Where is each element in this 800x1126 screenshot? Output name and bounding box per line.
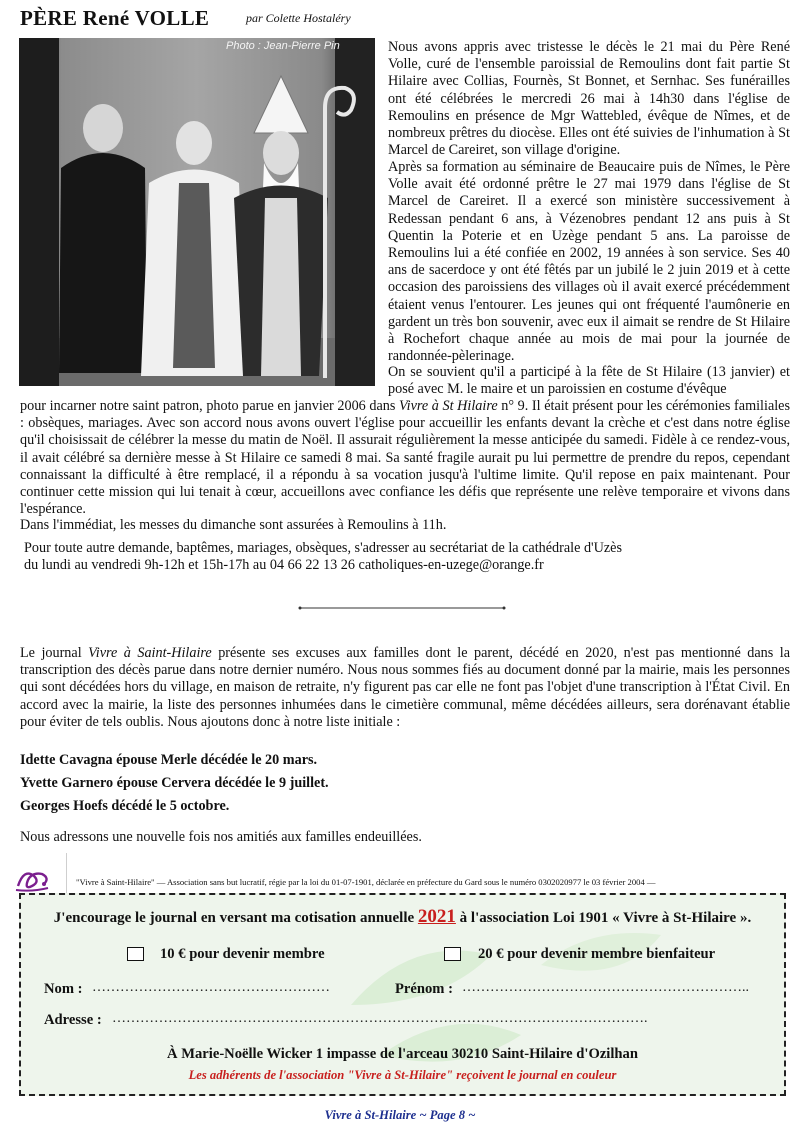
death-entry: Idette Cavagna épouse Merle décédée le 20 mars. — [20, 752, 318, 768]
nom-field[interactable]: …………………………………………… — [92, 980, 330, 995]
margin-rule — [66, 853, 67, 893]
paragraph-text: Le journal — [20, 645, 82, 661]
erratum-paragraph — [20, 645, 790, 731]
member-note: Les adhérents de l'association "Vivre à St-Hilaire" reçoivent le journal en couleur — [188, 1068, 617, 1082]
form-title-text: J'encourage le journal en versant ma cotisation annuelle — [53, 910, 415, 926]
journal-name: Vivre à Saint-Hilaire — [88, 645, 212, 661]
contact-info — [24, 540, 784, 574]
article-paragraph: Nous avons appris avec tristesse le décès le 21 mai du Père René Volle, curé de l'ensemble paroissial de Remoulins dont fait partie St Hilaire avec Collias, Fournès, St Bonnet, et Sernhac. Ses funérailles ont été célébrées le mercredi 26 mai à 14h30 dans l'église de Remoulins en présence de Mgr Wattebled, évêque de Nîmes, et de nombreux prêtres du diocèse. Elles ont été suivies de l'inhumation à St Marcel de Careiret, son village d'origine. — [388, 39, 790, 159]
article-paragraph: Dans l'immédiat, les messes du dimanche sont assurées à Remoulins à 11h. — [20, 517, 447, 533]
journal-name: Vivre à St Hilaire — [399, 398, 498, 414]
benefactor-option-label: 20 € pour devenir membre bienfaiteur — [478, 946, 716, 962]
death-entry: Yvette Garnero épouse Cervera décédée le 9 juillet. — [20, 775, 329, 791]
section-divider — [298, 606, 506, 610]
adresse-label: Adresse : — [44, 1012, 102, 1028]
closing-text: Nous adressons une nouvelle fois nos amitiés aux familles endeuillées. — [20, 829, 422, 845]
article-paragraph: Après sa formation au séminaire de Beaucaire puis de Nîmes, le Père Volle avait été ordonné prêtre le 27 mai 1979 dans l'église de St Marcel de Careiret. Il a exercé son ministère successivement à Redessan pendant 6 ans, à Vézenobres pendant 12 ans puis à St Quentin la Poterie et en Uzège pendant 5 ans. La paroisse de Remoulins lui a été confiée en 2002, 19 années à son service. Ses 40 ans de sacerdoce y ont été fêtés par un jubilé le 2 juin 2019 et à cette occasion des paroissiens des villages où il avait exercé précédemment étaient venus l'entourer. Les jeunes qui ont fréquenté l'aumônerie en gardent un très bon souvenir, avec eux il aimait se rendre de St Hilaire à Rochefort chaque année au mois de mai pour la journée de randonnée-pèlerinage. — [388, 159, 790, 365]
contact-line: du lundi au vendredi 9h-12h et 15h-17h au 04 66 22 13 26 catholiques-en-uzege@orange.fr — [24, 557, 544, 573]
article-paragraph — [20, 398, 790, 518]
contact-line: Pour toute autre demande, baptêmes, mariages, obsèques, s'adresser au secrétariat de la cathédrale d'Uzès — [24, 540, 622, 556]
benefactor-checkbox[interactable] — [444, 947, 461, 961]
photo-credit: Photo : Jean-Pierre Pin — [226, 40, 340, 52]
article-title: PÈRE René VOLLE — [20, 6, 210, 30]
prenom-field[interactable]: …………………………………………………….. — [462, 980, 749, 995]
article-photo — [19, 38, 375, 386]
mailing-address: À Marie-Noëlle Wicker 1 impasse de l'arceau 30210 Saint-Hilaire d'Ozilhan — [167, 1046, 638, 1062]
form-year: 2021 — [417, 906, 456, 927]
page-footer: Vivre à St-Hilaire ~ Page 8 ~ — [324, 1108, 476, 1122]
paragraph-text: pour incarner notre saint patron, photo parue en janvier 2006 dans — [20, 398, 396, 414]
paragraph-text: n° 9. Il était présent pour les cérémonies familiales : obsèques, mariages. Avec son accord nous avons ouvert l'église pour accueillir les enfants devant la crèche et c'est dans notre église qu'il choisissait de célébrer la messe du matin de Noël. Il assurait régulièrement la messe anticipée du samedi. Fidèle à ce rendez-vous, il avait célébré sa dernière messe à St Hilaire ce samedi 8 mai. Sa santé fragile aurait pu lui permettre de prendre du repos, cependant connaissant la difficulté à être remplacé, il a répondu à sa vocation jusqu'à l'ultime limite. Qu'il repose en paix maintenant. Pour continuer cette mission qui lui tenait à cœur, accueillons avec confiance les défis que représente une relève temporaire et vivons dans l'espérance. — [20, 398, 791, 518]
form-title — [24, 906, 781, 928]
adresse-field[interactable]: ……………………………………………………………………………………………………. — [112, 1011, 648, 1026]
nom-label: Nom : — [44, 981, 83, 997]
prenom-label: Prénom : — [395, 981, 453, 997]
association-notice: "Vivre à Saint-Hilaire" — Association sans but lucratif, régie par la loi du 01-07-1901, déclarée en préfecture du Gard sous le numéro 0302020977 le 03 février 2004 — — [76, 877, 656, 887]
form-title-text: à l'association Loi 1901 « Vivre à St-Hilaire ». — [459, 910, 752, 926]
paragraph-text: présente ses excuses aux familles dont le parent, décédé en 2020, n'est pas mentionné dans la transcription des décès parue dans notre dernier numéro. Nous nous sommes fiés au document donné par la mairie, mais les personnes qui sont décédées hors du village, en maison de retraite, n'y figurent pas car elle ne font pas l'objet d'une transcription à l'État Civil. En accord avec la mairie, la liste des personnes inhumées dans le cimetière communal, même décédées ailleurs, sera dorénavant établie pour éviter de tels oublis. Nous ajoutons donc à notre liste initiale : — [20, 645, 791, 730]
member-checkbox[interactable] — [127, 947, 144, 961]
member-option-label: 10 € pour devenir membre — [160, 946, 325, 962]
death-entry: Georges Hoefs décédé le 5 octobre. — [20, 798, 230, 814]
article-byline: par Colette Hostaléry — [246, 11, 351, 25]
article-paragraph: On se souvient qu'il a participé à la fête de St Hilaire (13 janvier) et posé avec M. le maire et un paroissien en costume d'évêque — [388, 364, 790, 398]
